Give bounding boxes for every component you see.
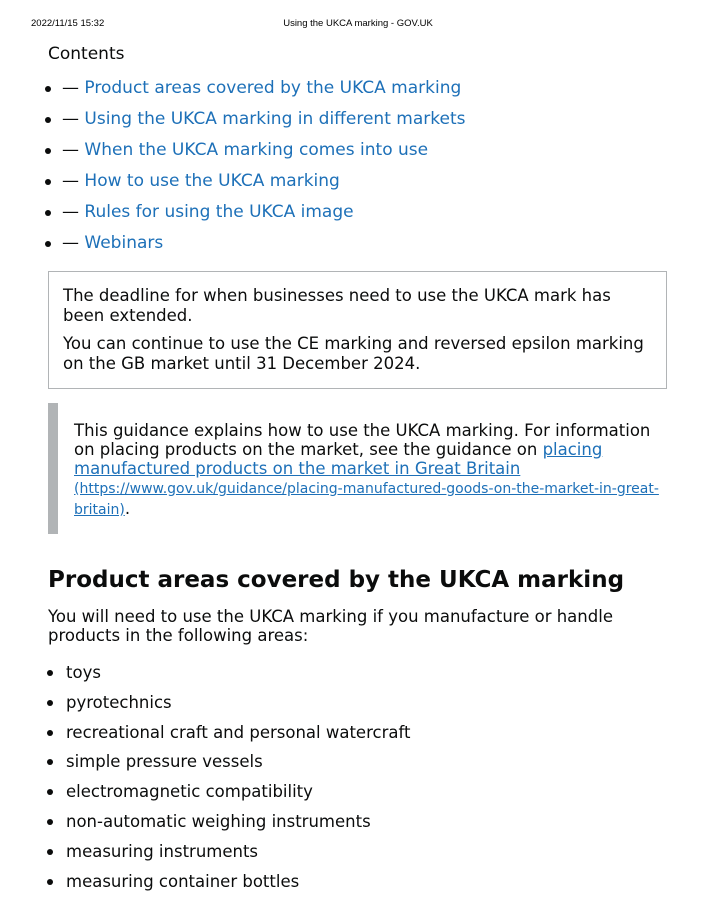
inset-paragraph — [74, 421, 667, 520]
list-item: recreational craft and personal watercraft — [44, 720, 410, 750]
list-item: measuring container bottles — [44, 869, 410, 898]
contents-item — [40, 167, 465, 198]
inset-text: This guidance explains how to use the UKCA marking. For information on placing products on the market, see the guidance on — [74, 421, 651, 459]
print-header — [0, 0, 716, 30]
contents-item — [40, 74, 465, 105]
list-item: toys — [44, 660, 410, 690]
callout-paragraph-ce-marking: You can continue to use the CE marking and reversed epsilon marking on the GB market until 31 December 2024. — [63, 334, 644, 373]
deadline-callout — [48, 271, 667, 389]
section-intro: You will need to use the UKCA marking if you manufacture or handle products in the following areas: — [48, 607, 613, 645]
contents-link-comes-into-use[interactable]: When the UKCA marking comes into use — [84, 140, 429, 160]
contents-link-webinars[interactable]: Webinars — [84, 233, 164, 253]
inset-text-end: . — [124, 499, 131, 518]
print-date: 2022/11/15 15:32 — [31, 18, 105, 29]
guidance-inset — [48, 403, 667, 534]
section-heading: Product areas covered by the UKCA marking — [48, 567, 625, 593]
contents-dash: — — [62, 78, 79, 98]
list-item: non-automatic weighing instruments — [44, 809, 410, 839]
contents-link-how-to-use[interactable]: How to use the UKCA marking — [84, 171, 340, 191]
contents-list — [40, 74, 465, 260]
print-page-title: Using the UKCA marking - GOV.UK — [283, 18, 433, 29]
contents-link-product-areas[interactable]: Product areas covered by the UKCA marking — [84, 78, 462, 98]
contents-dash: — — [62, 171, 79, 191]
placing-products-link-url: (https://www.gov.uk/guidance/placing-manufactured-goods-on-the-market-in-great-britain) — [74, 481, 659, 518]
contents-item — [40, 136, 465, 167]
list-item: simple pressure vessels — [44, 749, 410, 779]
contents-dash: — — [62, 109, 79, 129]
contents-link-different-markets[interactable]: Using the UKCA marking in different markets — [84, 109, 466, 129]
product-areas-list — [44, 660, 410, 898]
contents-item — [40, 229, 465, 260]
list-item: measuring instruments — [44, 839, 410, 869]
list-item: pyrotechnics — [44, 690, 410, 720]
contents-link-rules-image[interactable]: Rules for using the UKCA image — [84, 202, 354, 222]
contents-item — [40, 105, 465, 136]
list-item: electromagnetic compatibility — [44, 779, 410, 809]
contents-dash: — — [62, 202, 79, 222]
placing-products-link-text: placing manufactured products on the market in Great Britain — [74, 440, 603, 478]
contents-item — [40, 198, 465, 229]
callout-paragraph-deadline: The deadline for when businesses need to use the UKCA mark has been extended. — [63, 286, 611, 325]
contents-dash: — — [62, 140, 79, 160]
contents-dash: — — [62, 233, 79, 253]
contents-title: Contents — [48, 44, 125, 64]
